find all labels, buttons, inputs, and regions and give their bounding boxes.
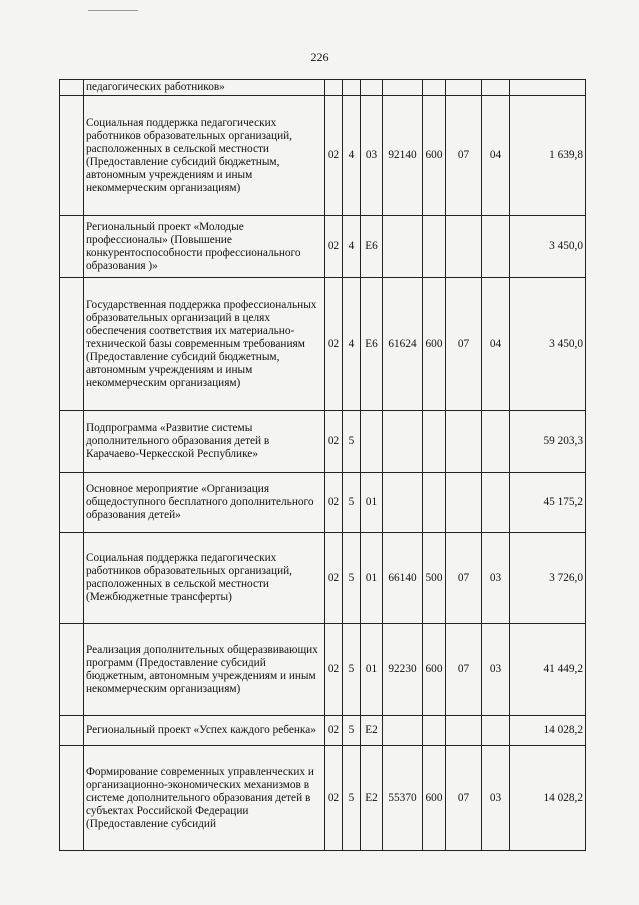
row-code-cell: Е2 xyxy=(361,746,383,851)
row-code-cell: 02 xyxy=(325,96,343,216)
row-code-cell: 02 xyxy=(325,624,343,716)
row-code-cell xyxy=(383,80,423,96)
row-code-cell: 03 xyxy=(482,746,510,851)
row-code-cell: 02 xyxy=(325,716,343,746)
row-margin-cell xyxy=(60,473,84,533)
row-code-cell: 01 xyxy=(361,473,383,533)
row-code-cell: 55370 xyxy=(383,746,423,851)
row-code-cell: 01 xyxy=(361,624,383,716)
table-row xyxy=(60,96,586,216)
table-row xyxy=(60,624,586,716)
row-name-cell: Реализация дополнительных общеразвивающих программ (Предоставление субсидий бюджетным, автономным учреждениям и иным некоммерческим организациям) xyxy=(84,624,325,716)
row-amount-cell: 3 726,0 xyxy=(510,533,586,624)
row-code-cell xyxy=(383,216,423,278)
row-name-cell: Государственная поддержка профессиональных образовательных организаций в целях обеспечения соответствия их материально-технической базы современным требованиям (Предоставление субсидий бюджетным, автономным учреждениям и иным некоммерческим организациям) xyxy=(84,278,325,411)
page-number: 226 xyxy=(310,50,329,64)
row-amount-cell: 3 450,0 xyxy=(510,216,586,278)
row-name-cell: Подпрограмма «Развитие системы дополнительного образования детей в Карачаево-Черкесской Республике» xyxy=(84,411,325,473)
row-name-cell: Основное мероприятие «Организация общедоступного бесплатного дополнительного образования детей» xyxy=(84,473,325,533)
row-code-cell: 600 xyxy=(423,278,446,411)
row-code-cell xyxy=(361,80,383,96)
row-code-cell: 500 xyxy=(423,533,446,624)
row-code-cell: Е6 xyxy=(361,216,383,278)
row-name-cell: Региональный проект «Молодые профессионалы» (Повышение конкурентоспособности профессионального образования )» xyxy=(84,216,325,278)
row-code-cell: 02 xyxy=(325,473,343,533)
row-code-cell: 02 xyxy=(325,746,343,851)
row-code-cell xyxy=(423,473,446,533)
row-code-cell: 07 xyxy=(446,278,482,411)
row-code-cell xyxy=(383,716,423,746)
row-amount-cell: 45 175,2 xyxy=(510,473,586,533)
row-code-cell xyxy=(325,80,343,96)
table-row xyxy=(60,411,586,473)
row-code-cell: 02 xyxy=(325,411,343,473)
row-code-cell xyxy=(383,473,423,533)
row-amount-cell: 59 203,3 xyxy=(510,411,586,473)
table-body xyxy=(60,80,586,851)
row-code-cell xyxy=(482,80,510,96)
row-code-cell: 4 xyxy=(343,96,361,216)
row-code-cell: 04 xyxy=(482,278,510,411)
table-row xyxy=(60,80,586,96)
row-amount-cell: 14 028,2 xyxy=(510,716,586,746)
row-code-cell: 03 xyxy=(361,96,383,216)
row-amount-cell xyxy=(510,80,586,96)
row-code-cell: 01 xyxy=(361,533,383,624)
row-code-cell: 92230 xyxy=(383,624,423,716)
row-code-cell xyxy=(423,716,446,746)
row-code-cell: 07 xyxy=(446,533,482,624)
table-row xyxy=(60,473,586,533)
row-margin-cell xyxy=(60,216,84,278)
row-code-cell xyxy=(482,473,510,533)
row-code-cell xyxy=(423,411,446,473)
row-code-cell xyxy=(423,216,446,278)
table-row xyxy=(60,716,586,746)
row-code-cell: 02 xyxy=(325,216,343,278)
row-code-cell xyxy=(446,716,482,746)
row-code-cell: 5 xyxy=(343,716,361,746)
row-name-cell: Социальная поддержка педагогических работников образовательных организаций, расположенных в сельской местности (Предоставление субсидий бюджетным, автономным учреждениям и иным некоммерческим организациям) xyxy=(84,96,325,216)
row-code-cell: 4 xyxy=(343,216,361,278)
row-code-cell: 4 xyxy=(343,278,361,411)
row-name-cell: Формирование современных управленческих и организационно-экономических механизмов в системе дополнительного образования детей в субъектах Российской Федерации (Предоставление субсидий xyxy=(84,746,325,851)
row-code-cell: 5 xyxy=(343,746,361,851)
row-code-cell: 600 xyxy=(423,624,446,716)
table-row xyxy=(60,533,586,624)
row-amount-cell: 3 450,0 xyxy=(510,278,586,411)
row-code-cell: 03 xyxy=(482,533,510,624)
row-code-cell xyxy=(482,716,510,746)
row-name-cell: Региональный проект «Успех каждого ребенка» xyxy=(84,716,325,746)
row-code-cell: 07 xyxy=(446,746,482,851)
row-code-cell: 61624 xyxy=(383,278,423,411)
row-code-cell: 5 xyxy=(343,411,361,473)
budget-table xyxy=(59,79,586,851)
row-code-cell: 600 xyxy=(423,96,446,216)
row-margin-cell xyxy=(60,716,84,746)
row-amount-cell: 14 028,2 xyxy=(510,746,586,851)
row-code-cell: 66140 xyxy=(383,533,423,624)
row-margin-cell xyxy=(60,533,84,624)
row-code-cell: 02 xyxy=(325,278,343,411)
row-margin-cell xyxy=(60,96,84,216)
row-code-cell: Е6 xyxy=(361,278,383,411)
row-code-cell xyxy=(446,473,482,533)
row-code-cell: 07 xyxy=(446,96,482,216)
row-code-cell: 03 xyxy=(482,624,510,716)
row-code-cell xyxy=(343,80,361,96)
row-code-cell xyxy=(361,411,383,473)
row-code-cell xyxy=(482,411,510,473)
row-code-cell xyxy=(446,411,482,473)
row-code-cell xyxy=(446,80,482,96)
row-margin-cell xyxy=(60,746,84,851)
row-code-cell xyxy=(383,411,423,473)
table-row xyxy=(60,216,586,278)
table-row xyxy=(60,278,586,411)
row-margin-cell xyxy=(60,278,84,411)
row-name-cell: Социальная поддержка педагогических работников образовательных организаций, расположенных в сельской местности (Межбюджетные трансферты) xyxy=(84,533,325,624)
row-margin-cell xyxy=(60,80,84,96)
row-code-cell: 07 xyxy=(446,624,482,716)
row-margin-cell xyxy=(60,411,84,473)
row-code-cell xyxy=(423,80,446,96)
row-amount-cell: 41 449,2 xyxy=(510,624,586,716)
row-code-cell: 5 xyxy=(343,624,361,716)
scan-artifact-line xyxy=(88,10,138,11)
row-code-cell: 92140 xyxy=(383,96,423,216)
table-row xyxy=(60,746,586,851)
row-code-cell: 04 xyxy=(482,96,510,216)
row-code-cell: 5 xyxy=(343,533,361,624)
row-margin-cell xyxy=(60,624,84,716)
row-amount-cell: 1 639,8 xyxy=(510,96,586,216)
row-name-cell: педагогических работников» xyxy=(84,80,325,96)
row-code-cell: 02 xyxy=(325,533,343,624)
row-code-cell xyxy=(482,216,510,278)
row-code-cell: 5 xyxy=(343,473,361,533)
row-code-cell: Е2 xyxy=(361,716,383,746)
row-code-cell xyxy=(446,216,482,278)
row-code-cell: 600 xyxy=(423,746,446,851)
